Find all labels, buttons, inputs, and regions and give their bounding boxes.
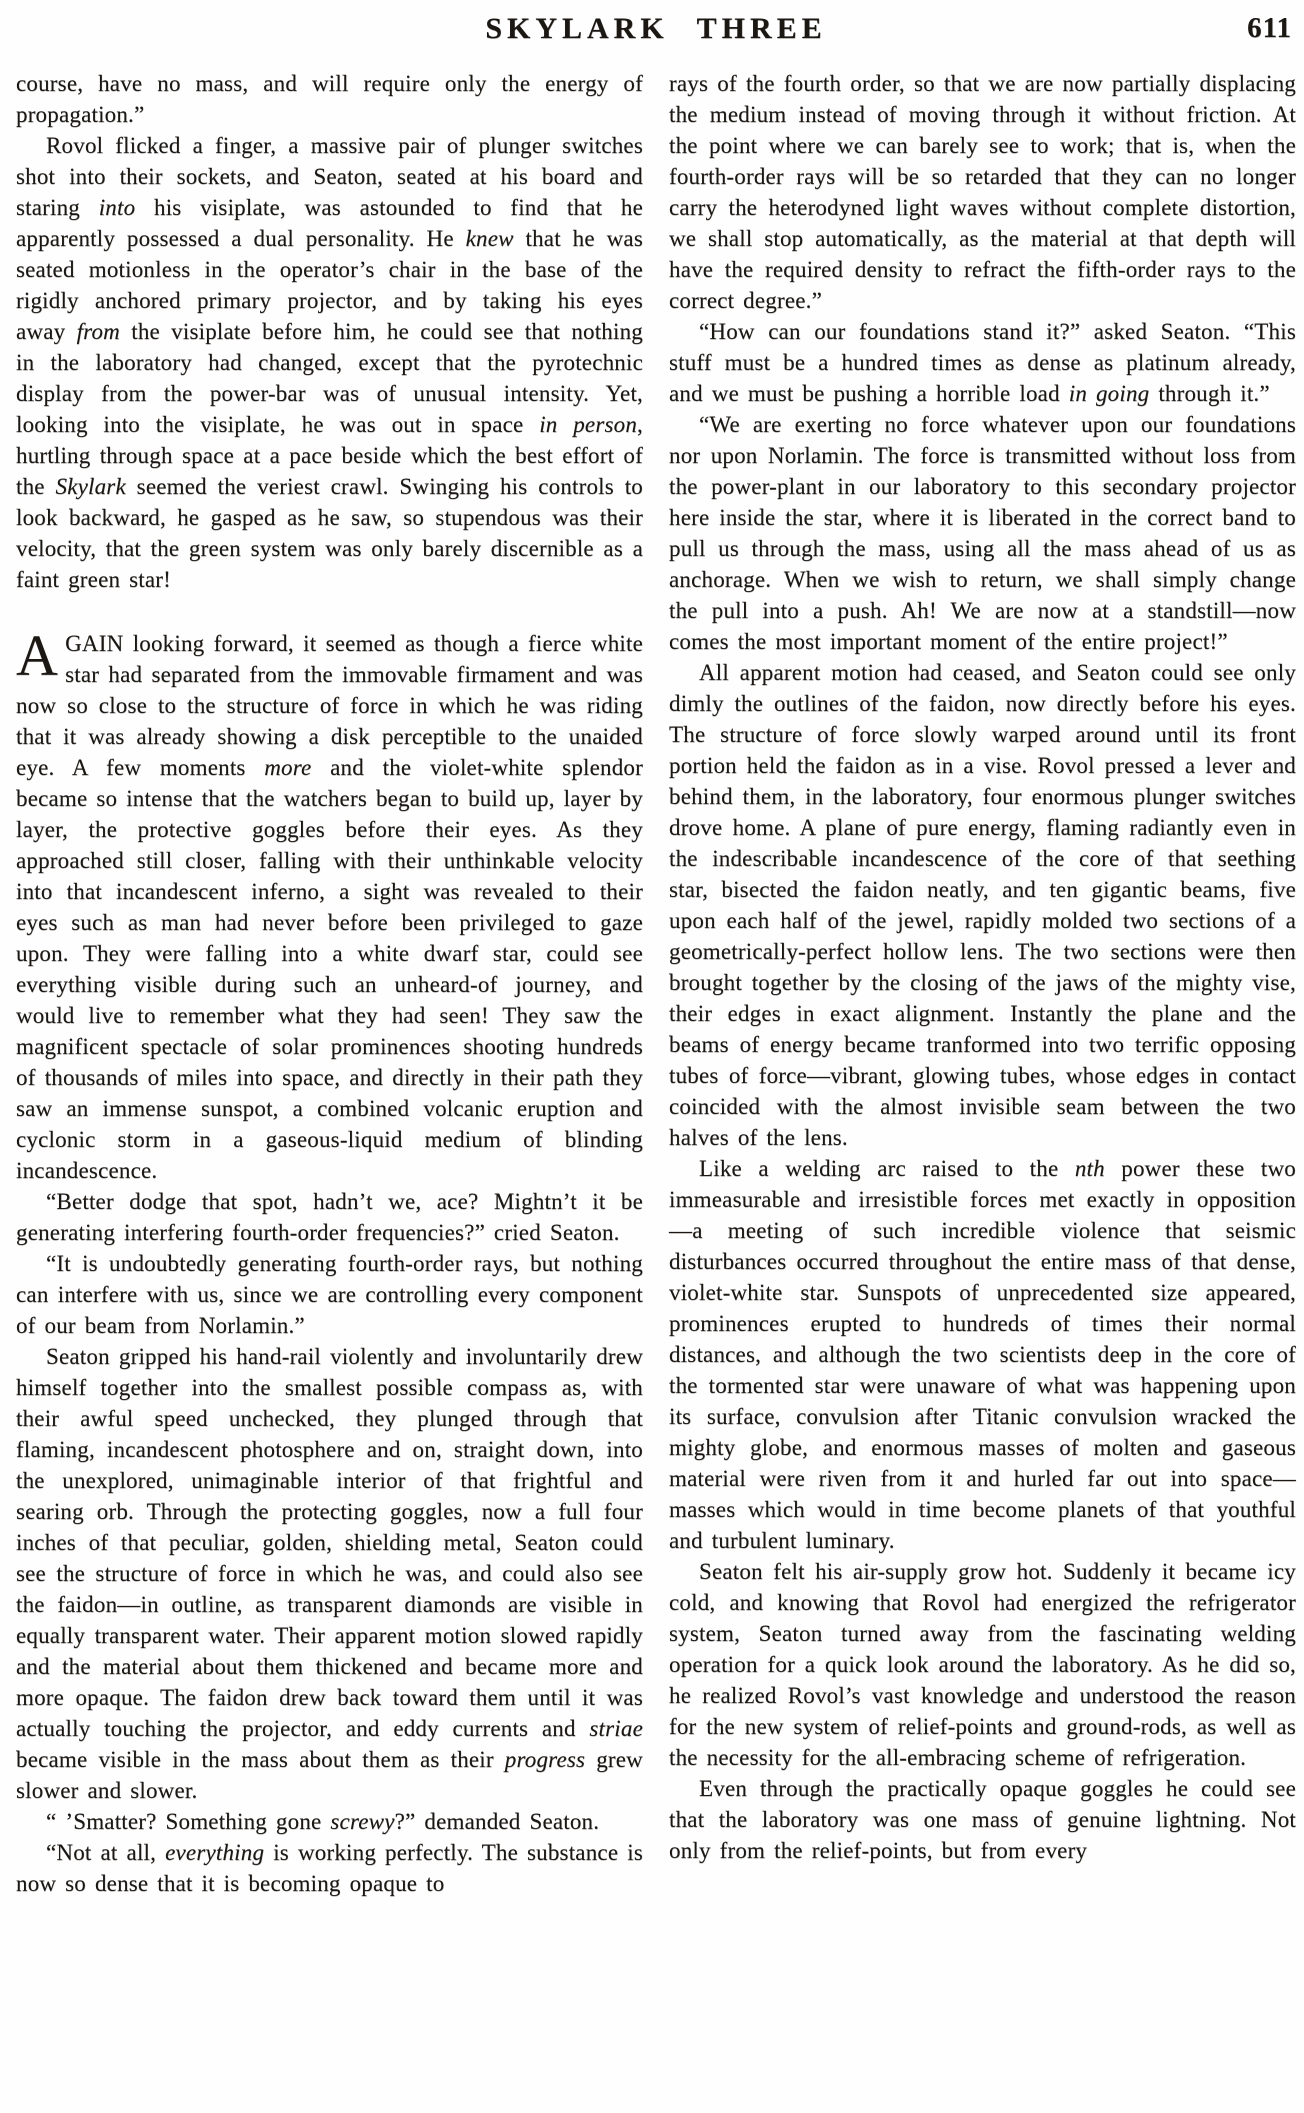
text-segment: that he was seated motionless in the operator’s chair in the base of the rigidly anchored primary projector, and by taking his eyes away bbox=[16, 226, 643, 344]
text-segment: and the violet-white splendor became so intense that the watchers began to build up, layer by layer, the protective goggles before their eyes. As they approached still closer, falling with their unthinkable velocity into that incandescent inferno, a sight was revealed to their eyes such as man had never before been privileged to gaze upon. They were falling into a white dwarf star, could see everything visible during such an unheard-of journey, and would live to remember what they had seen! They saw the magnificent spectacle of solar prominences shooting hundreds of thousands of miles into space, and directly in their path they saw an immense sunspot, a combined volcanic eruption and cyclonic storm in a gaseous-liquid medium of blinding incandescence. bbox=[16, 755, 643, 1183]
text-segment: through it.” bbox=[1149, 381, 1270, 406]
italic-text-segment: in person bbox=[539, 412, 638, 437]
text-segment: seemed the veriest crawl. Swinging his controls to look backward, he gasped as he saw, so stupendous was their velocity, that the green system was only barely discernible as a faint green star! bbox=[16, 474, 643, 592]
page-number: 611 bbox=[1247, 12, 1292, 44]
paragraph bbox=[669, 1556, 1296, 1773]
paragraph bbox=[16, 1248, 643, 1341]
paragraph bbox=[669, 68, 1296, 316]
text-segment: Even through the practically opaque goggles he could see that the laboratory was one mass of genuine lightning. Not only from the relief-points, but from every bbox=[669, 1776, 1296, 1863]
text-segment: Rovol flicked a finger, a massive pair of plunger switches shot into their sockets, and Seaton, seated at his board and staring bbox=[16, 133, 643, 220]
italic-text-segment: from bbox=[76, 319, 120, 344]
paragraph bbox=[16, 68, 643, 130]
text-segment: course, have no mass, and will require only the energy of propagation.” bbox=[16, 71, 643, 127]
text-segment: ?” demanded Seaton. bbox=[394, 1809, 600, 1834]
text-columns bbox=[16, 68, 1296, 1899]
text-segment: became visible in the mass about them as their bbox=[16, 1747, 505, 1772]
text-segment: grew slower and slower. bbox=[16, 1747, 643, 1803]
paragraph bbox=[669, 316, 1296, 409]
paragraph bbox=[669, 1773, 1296, 1866]
page-title: SKYLARK THREE bbox=[485, 12, 827, 45]
paragraph bbox=[16, 1806, 643, 1837]
paragraph bbox=[669, 657, 1296, 1153]
text-segment: “Better dodge that spot, hadn’t we, ace? Mightn’t it be generating interfering fourth-order frequencies?” cried Seaton. bbox=[16, 1189, 643, 1245]
italic-text-segment: everything bbox=[165, 1840, 265, 1865]
right-column bbox=[669, 68, 1296, 1899]
text-segment: “ ’Smatter? Something gone bbox=[46, 1809, 331, 1834]
text-segment: is working perfectly. The substance is now so dense that it is becoming opaque to bbox=[16, 1840, 643, 1896]
text-segment: his visiplate, was astounded to find that he apparently possessed a dual personality. He bbox=[16, 195, 643, 251]
text-segment: , hurtling through space at a pace beside which the best effort of the bbox=[16, 412, 643, 499]
text-segment: Seaton gripped his hand-rail violently and involuntarily drew himself together into the smallest possible compass as, with their awful speed unchecked, they plunged through that flaming, incandescent photosphere and on, straight down, into the unexplored, unimaginable interior of that frightful and searing orb. Through the protecting goggles, now a full four inches of that peculiar, golden, shielding metal, Seaton could see the structure of force in which he was, and could also see the faidon—in outline, as transparent diamonds are visible in equally transparent water. Their apparent motion slowed rapidly and the material about them thickened and became more and more opaque. The faidon drew back toward them until it was actually touching the projector, and eddy currents and bbox=[16, 1344, 643, 1741]
paragraph bbox=[16, 1837, 643, 1899]
text-segment: GAIN looking forward, it seemed as though a fierce white star had separated from the immovable firmament and was now so close to the structure of force in which he was riding that it was already showing a disk perceptible to the unaided eye. A few moments bbox=[16, 631, 643, 780]
italic-text-segment: in going bbox=[1068, 381, 1150, 406]
italic-text-segment: Skylark bbox=[55, 474, 126, 499]
paragraph bbox=[669, 409, 1296, 657]
text-segment: Seaton felt his air-supply grow hot. Suddenly it became icy cold, and knowing that Rovol had energized the refrigerator system, Seaton turned away from the fascinating welding operation for a quick look around the laboratory. As he did so, he realized Rovol’s vast knowledge and understood the reason for the new system of relief-points and ground-rods, as well as the necessity for the all-embracing scheme of refrigeration. bbox=[669, 1559, 1296, 1770]
italic-text-segment: progress bbox=[504, 1747, 586, 1772]
italic-text-segment: into bbox=[98, 195, 136, 220]
italic-text-segment: knew bbox=[465, 226, 514, 251]
paragraph bbox=[16, 623, 643, 1186]
paragraph bbox=[16, 1341, 643, 1806]
text-segment: “It is undoubtedly generating fourth-order rays, but nothing can interfere with us, since we are controlling every component of our beam from Norlamin.” bbox=[16, 1251, 643, 1338]
text-segment: Like a welding arc raised to the bbox=[699, 1156, 1075, 1181]
text-segment: All apparent motion had ceased, and Seaton could see only dimly the outlines of the faidon, now directly before his eyes. The structure of force slowly warped around until its front portion held the faidon as in a vise. Rovol pressed a lever and behind them, in the laboratory, four enormous plunger switches drove home. A plane of pure energy, flaming radiantly even in the indescribable incandescence of the core of that seething star, bisected the faidon neatly, and ten gigantic beams, five upon each half of the jewel, rapidly molded two sections of a geometrically-perfect hollow lens. The two sections were then brought together by the closing of the jaws of the mighty vise, their edges in exact alignment. Instantly the plane and the beams of energy became tranformed into two terrific opposing tubes of force—vibrant, glowing tubes, whose edges in contact coincided with the almost invisible seam between the two halves of the lens. bbox=[669, 660, 1296, 1150]
left-column bbox=[16, 68, 643, 1899]
italic-text-segment: nth bbox=[1074, 1156, 1105, 1181]
text-segment: “Not at all, bbox=[46, 1840, 166, 1865]
text-segment: the visiplate before him, he could see that nothing in the laboratory had changed, except that the pyrotechnic display from the power-bar was of unusual intensity. Yet, looking into the visiplate, he was out in space bbox=[16, 319, 644, 437]
text-segment: “We are exerting no force whatever upon our foundations nor upon Norlamin. The force is transmitted without loss from the power-plant in our laboratory to this secondary projector here inside the star, where it is liberated in the correct band to pull us through the mass, using all the mass ahead of us as anchorage. When we wish to return, we shall simply change the pull into a push. Ah! We are now at a standstill—now comes the most important moment of the entire project!” bbox=[669, 412, 1296, 654]
running-head bbox=[16, 10, 1296, 54]
paragraph bbox=[16, 1186, 643, 1248]
paragraph bbox=[16, 130, 643, 595]
text-segment: power these two immeasurable and irresistible forces met exactly in opposition—a meeting of such incredible violence that seismic disturbances occurred throughout the entire mass of that dense, violet-white star. Sunspots of unprecedented size appeared, prominences erupted to hundreds of times their normal distances, and although the two scientists deep in the core of the tormented star were unaware of what was happening upon its surface, convulsion after Titanic convulsion wracked the mighty globe, and enormous masses of molten and gaseous material were riven from it and hurled far out into space—masses which would in time become planets of that youthful and turbulent luminary. bbox=[669, 1156, 1297, 1553]
italic-text-segment: more bbox=[264, 755, 312, 780]
drop-cap: A bbox=[16, 623, 59, 688]
italic-text-segment: screwy bbox=[330, 1809, 395, 1834]
text-segment: rays of the fourth order, so that we are now partially displacing the medium instead of moving through it without friction. At the point where we can barely see to work; that is, when the fourth-order rays will be so retarded that they can no longer carry the heterodyned light waves without complete distortion, we shall stop automatically, as the material at that depth will have the required density to refract the fifth-order rays to the correct degree.” bbox=[669, 71, 1296, 313]
paragraph bbox=[669, 1153, 1296, 1556]
italic-text-segment: striae bbox=[589, 1716, 643, 1741]
text-segment: “How can our foundations stand it?” asked Seaton. “This stuff must be a hundred times as dense as platinum already, and we must be pushing a horrible load bbox=[669, 319, 1296, 406]
